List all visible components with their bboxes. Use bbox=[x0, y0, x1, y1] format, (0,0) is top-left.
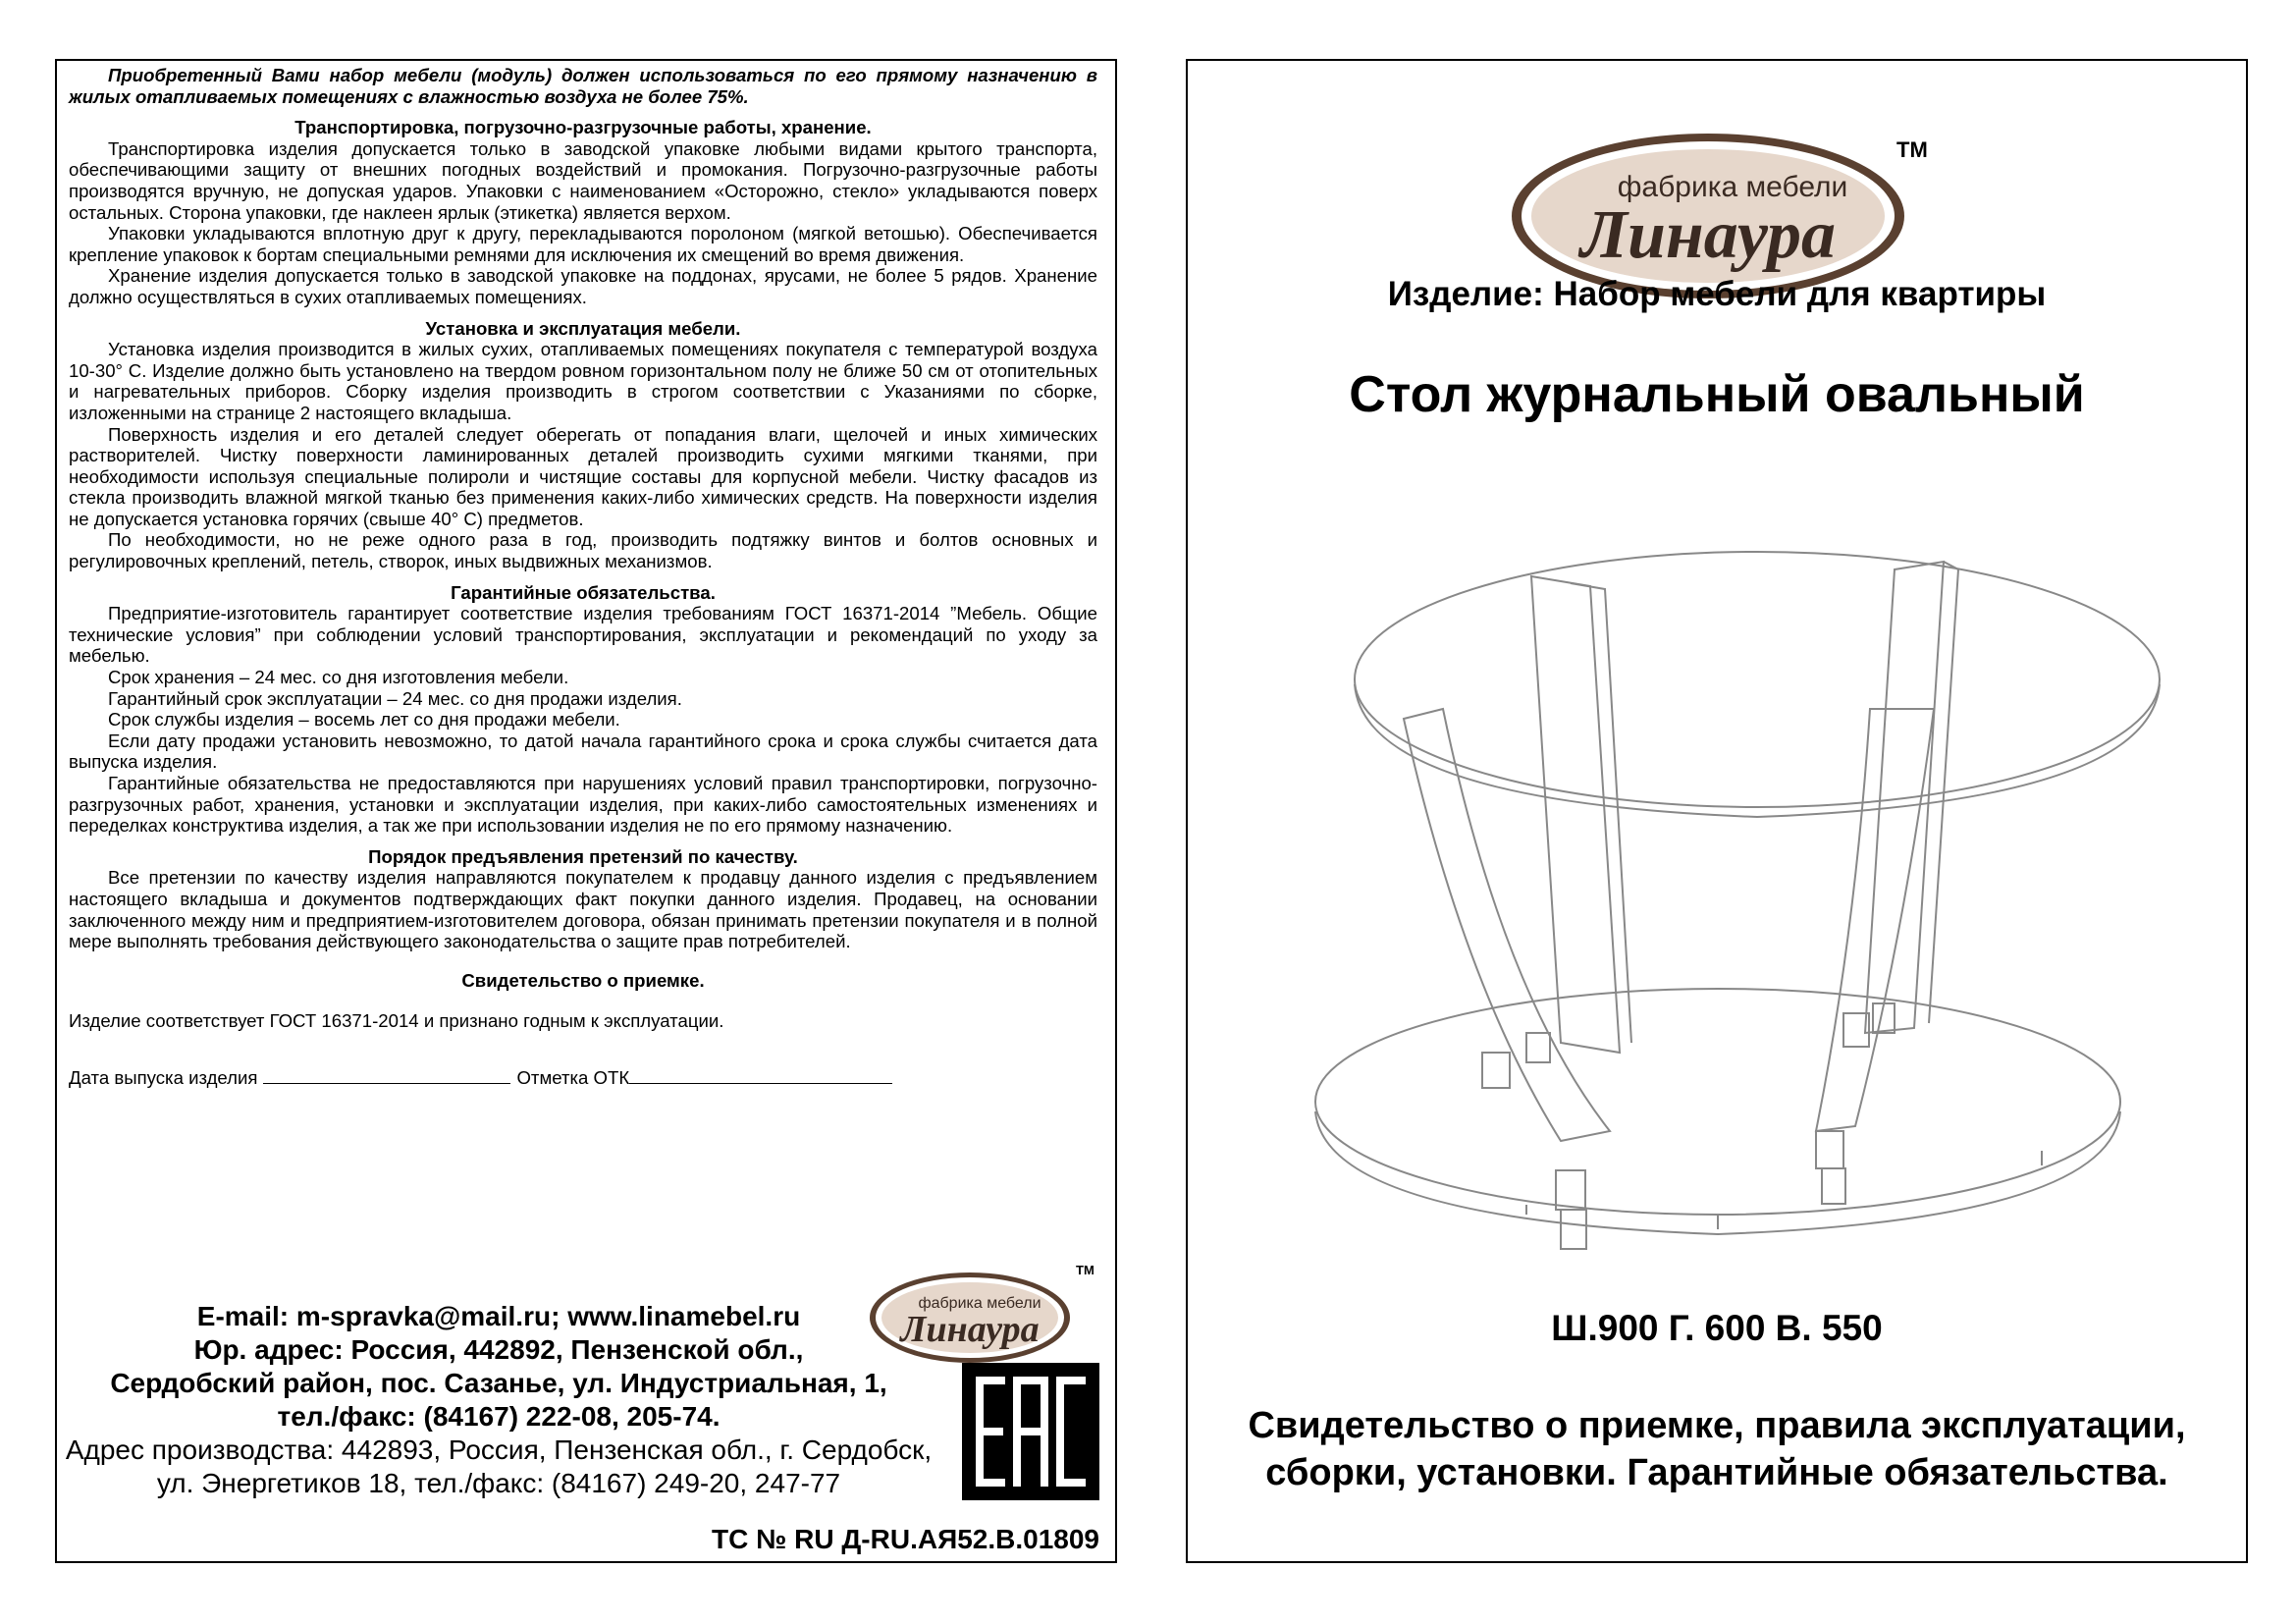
section-title-claims: Порядок предъявления претензий по качеству. bbox=[368, 845, 798, 867]
otk-label: Отметка ОТК bbox=[516, 1066, 630, 1088]
logo-name: Линаура bbox=[1579, 197, 1837, 273]
logo-subtitle: фабрика мебели bbox=[918, 1295, 1041, 1312]
contact-block bbox=[57, 1300, 940, 1500]
paragraph: Установка изделия производится в жилых сухих, отапливаемых помещениях покупателя с температурой воздуха 10-30° С. Изделие должно быть установлено на твердом ровном горизонтальном полу не ближе 50 см от отопительных и нагревательных приборов. Сборку изделия производить в строгом соответствии с Указаниями по сборке, изложенными на странице 2 настоящего вкладыша. bbox=[69, 339, 1097, 423]
paragraph: Все претензии по качеству изделия направляются покупателем к продавцу данного изделия с предъявлением настоящего вкладыша и документов подтверждающих факт покупки данного изделия. Продавец, на основании заключенного между ним и предприятием-изготовителем договора, обязан принимать претензии покупателя и в полной мере выполнять требования действующего законодательства о защите прав потребителей. bbox=[69, 867, 1097, 952]
paragraph: Хранение изделия допускается только в заводской упаковке на поддонах, ярусами, не более 5 рядов. Хранение должно осуществляться в сухих отапливаемых помещениях. bbox=[69, 265, 1097, 307]
contact-email: E-mail: m-spravka@mail.ru; www.linamebel.ru bbox=[196, 1301, 801, 1331]
logo-tm: TM bbox=[1896, 137, 1928, 162]
table-drawing bbox=[1266, 522, 2150, 1278]
left-page bbox=[55, 59, 1117, 1563]
footer-line-2: сборки, установки. Гарантийные обязательства. bbox=[1265, 1452, 2168, 1493]
eac-mark-icon bbox=[962, 1363, 1099, 1500]
logo-name: Линаура bbox=[900, 1309, 1040, 1350]
certificate-number: ТС № RU Д-RU.АЯ52.В.01809 bbox=[712, 1524, 1099, 1554]
production-address-1: Адрес производства: 442893, Россия, Пензенская обл., г. Сердобск, bbox=[65, 1435, 933, 1465]
paragraph: Срок службы изделия – восемь лет со дня продажи мебели. bbox=[108, 709, 620, 731]
right-page bbox=[1186, 59, 2248, 1563]
product-line: Изделие: Набор мебели для квартиры bbox=[1387, 275, 2047, 313]
paragraph: Гарантийный срок эксплуатации – 24 мес. со дня продажи изделия. bbox=[108, 687, 682, 709]
acceptance-title: Свидетельство о приемке. bbox=[461, 969, 705, 991]
intro-notice: Приобретенный Вами набор мебели (модуль) должен использоваться по его прямому назначению в жилых отапливаемых помещениях с влажностью воздуха не более 75%. bbox=[69, 65, 1097, 107]
product-name: Стол журнальный овальный bbox=[1349, 366, 2085, 423]
section-title-warranty: Гарантийные обязательства. bbox=[451, 581, 716, 603]
release-date-label: Дата выпуска изделия bbox=[69, 1066, 258, 1088]
release-date-blank bbox=[263, 1067, 510, 1084]
left-text-block bbox=[69, 61, 1097, 1089]
paragraph: Предприятие-изготовитель гарантирует соответствие изделия требованиям ГОСТ 16371-2014 ”Мебель. Общие технические условия” при соблюдении условий транспортирования, эксплуатации и рекомендаций по уходу за мебелью. bbox=[69, 603, 1097, 667]
product-dimensions: Ш.900 Г. 600 В. 550 bbox=[1551, 1308, 1883, 1348]
eac-mark-icon bbox=[962, 1363, 1099, 1500]
otk-blank bbox=[629, 1067, 892, 1084]
paragraph: Транспортировка изделия допускается только в заводской упаковке любыми видами крытого транспорта, обеспечивающими защиту от внешних погодных воздействий и промокания. Погрузочно-разгрузочные работы производятся вручную, не допуская ударов. Упаковки с наименованием «Осторожно, стекло» укладываются поверх остальных. Сторона упаковки, где наклеен ярлык (этикетка) является верхом. bbox=[69, 137, 1097, 223]
contact-phone: тел./факс: (84167) 222-08, 205-74. bbox=[277, 1401, 721, 1432]
acceptance-text: Изделие соответствует ГОСТ 16371-2014 и признано годным к эксплуатации. bbox=[69, 1010, 724, 1032]
contact-address-2: Сердобский район, пос. Сазанье, ул. Индустриальная, 1, bbox=[110, 1368, 887, 1398]
paragraph: По необходимости, но не реже одного раза в год, производить подтяжку винтов и болтов основных и регулировочных креплений, петель, створок, иных выдвижных механизмов. bbox=[69, 529, 1097, 572]
paragraph: Упаковки укладываются вплотную друг к другу, перекладываются поролоном (мягкой ветошью). Обеспечивается крепление упаковок к бортам специальными ремнями для исключения их смещений во время движения. bbox=[69, 223, 1097, 265]
footer-title bbox=[1188, 1402, 2246, 1496]
footer-line-1: Свидетельство о приемке, правила эксплуатации, bbox=[1248, 1405, 2186, 1446]
section-title-transport: Транспортировка, погрузочно-разгрузочные работы, хранение. bbox=[294, 117, 872, 138]
paragraph: Срок хранения – 24 мес. со дня изготовления мебели. bbox=[108, 667, 569, 688]
paragraph: Поверхность изделия и его деталей следует оберегать от попадания влаги, щелочей и иных химических растворителей. Чистку поверхности ламинированных деталей производить сухими мягкими тканями, при необходимости используя специальные полироли и чистящие составы для корпусной мебели. Чистку фасадов из стекла производить влажной мягкой тканью без применения каких-либо химических средств. На поверхности изделия не допускается установка горячих (свыше 40° С) предметов. bbox=[69, 423, 1097, 529]
contact-address-1: Юр. адрес: Россия, 442892, Пензенской обл., bbox=[193, 1334, 804, 1365]
signature-line bbox=[69, 1067, 1097, 1089]
production-address-2: ул. Энергетиков 18, тел./факс: (84167) 249-20, 247-77 bbox=[156, 1468, 841, 1498]
logo-tm: TM bbox=[1076, 1263, 1095, 1277]
section-title-installation: Установка и эксплуатация мебели. bbox=[425, 317, 741, 339]
paragraph: Если дату продажи установить невозможно, то датой начала гарантийного срока и срока службы считается дата выпуска изделия. bbox=[69, 730, 1097, 773]
paragraph: Гарантийные обязательства не предоставляются при нарушениях условий правил транспортировки, погрузочно-разгрузочных работ, хранения, установки и эксплуатации изделия, при каких-либо самостоятельных изменениях и переделках конструктива изделия, а так же при использовании изделия не по его прямому назначению. bbox=[69, 773, 1097, 837]
logo-subtitle: фабрика мебели bbox=[1617, 171, 1848, 203]
